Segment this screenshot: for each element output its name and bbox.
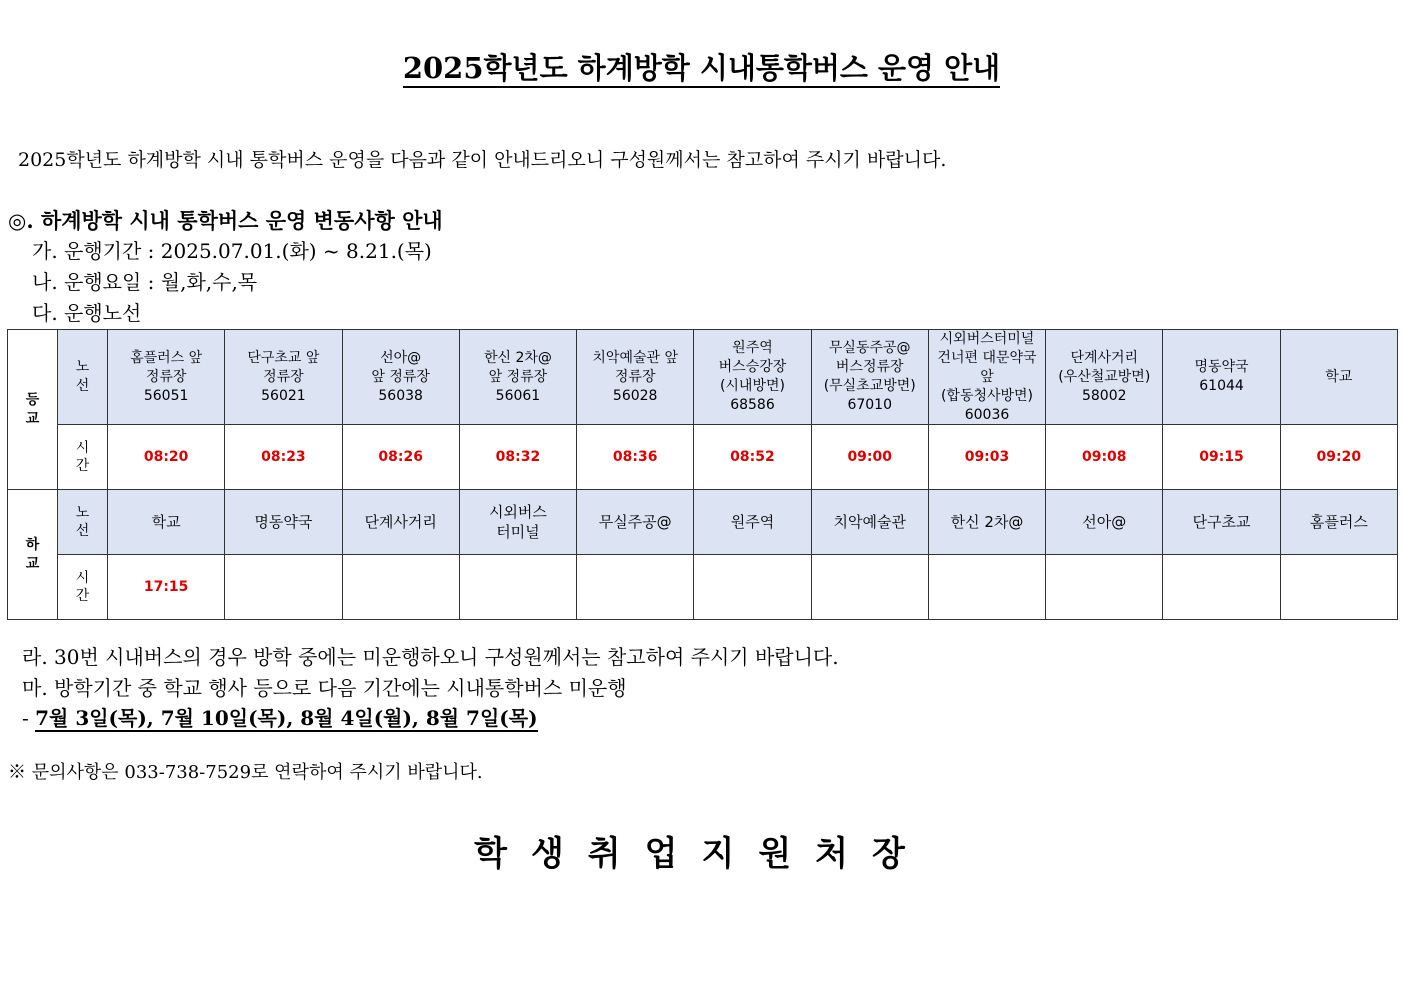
go-time-cell: 08:26: [342, 425, 459, 490]
return-stop-label: 노 선: [58, 490, 108, 555]
go-time-cell: 09:15: [1163, 425, 1280, 490]
go-time-label: 시 간: [58, 425, 108, 490]
go-stop-cell: 시외버스터미널 건너편 대문약국 앞 (합동청사방면) 60036: [928, 330, 1045, 425]
go-stop-cell: 치악예술관 앞 정류장 56028: [577, 330, 694, 425]
return-stop-cell: 치악예술관: [811, 490, 928, 555]
go-stop-cell: 선아@ 앞 정류장 56038: [342, 330, 459, 425]
return-time-cell: [694, 555, 811, 620]
go-time-cell: 08:52: [694, 425, 811, 490]
go-time-cell: 09:03: [928, 425, 1045, 490]
return-time-cell: [1046, 555, 1163, 620]
go-stop-cell: 원주역 버스승강장 (시내방면) 68586: [694, 330, 811, 425]
item-nonop-dates: - 7월 3일(목), 7월 10일(목), 8월 4일(월), 8월 7일(목): [22, 706, 538, 730]
bus-schedule-table: [7, 329, 1398, 620]
return-time-cell: [459, 555, 576, 620]
return-time-cell: [1280, 555, 1397, 620]
return-time-label: 시 간: [58, 555, 108, 620]
return-stop-cell: 선아@: [1046, 490, 1163, 555]
item-nonop: 마. 방학기간 중 학교 행사 등으로 다음 기간에는 시내통학버스 미운행: [22, 676, 627, 700]
item-days: 나. 운행요일 : 월,화,수,목: [32, 270, 258, 294]
return-label: 하 교: [8, 490, 58, 620]
go-time-cell: 08:36: [577, 425, 694, 490]
go-stop-cell: 명동약국 61044: [1163, 330, 1280, 425]
go-stop-cell: 한신 2차@ 앞 정류장 56061: [459, 330, 576, 425]
return-time-cell: [225, 555, 342, 620]
page-title: 2025학년도 하계방학 시내통학버스 운영 안내: [0, 46, 1403, 87]
go-stop-row: [8, 330, 1398, 425]
item-bus30: 라. 30번 시내버스의 경우 방학 중에는 미운행하오니 구성원께서는 참고하여 주시기 바랍니다.: [22, 645, 839, 669]
return-time-cell: 17:15: [108, 555, 225, 620]
return-time-row: [8, 555, 1398, 620]
return-stop-cell: 원주역: [694, 490, 811, 555]
return-time-cell: [342, 555, 459, 620]
go-stop-cell: 단구초교 앞 정류장 56021: [225, 330, 342, 425]
return-time-cell: [928, 555, 1045, 620]
return-stop-cell: 단계사거리: [342, 490, 459, 555]
go-time-row: [8, 425, 1398, 490]
return-stop-cell: 시외버스 터미널: [459, 490, 576, 555]
section-heading: ◎. 하계방학 시내 통학버스 운영 변동사항 안내: [8, 208, 443, 233]
go-stop-cell: 단계사거리 (우산철교방면) 58002: [1046, 330, 1163, 425]
go-time-cell: 09:20: [1280, 425, 1397, 490]
return-stop-cell: 홈플러스: [1280, 490, 1397, 555]
return-stop-cell: 단구초교: [1163, 490, 1280, 555]
return-stop-cell: 한신 2차@: [928, 490, 1045, 555]
go-label: 등 교: [8, 330, 58, 490]
return-stop-cell: 학교: [108, 490, 225, 555]
return-time-cell: [811, 555, 928, 620]
item-route: 다. 운행노선: [32, 301, 142, 325]
go-time-cell: 08:23: [225, 425, 342, 490]
go-time-cell: 09:00: [811, 425, 928, 490]
signature: 학생취업지원처장: [474, 834, 929, 874]
go-stop-cell: 무실동주공@ 버스정류장 (무실초교방면) 67010: [811, 330, 928, 425]
item-period: 가. 운행기간 : 2025.07.01.(화) ~ 8.21.(목): [32, 239, 432, 263]
intro-text: 2025학년도 하계방학 시내 통학버스 운영을 다음과 같이 안내드리오니 구성원께서는 참고하여 주시기 바랍니다.: [18, 149, 947, 171]
go-time-cell: 08:20: [108, 425, 225, 490]
go-stop-cell: 홈플러스 앞 정류장 56051: [108, 330, 225, 425]
go-stop-cell: 학교: [1280, 330, 1397, 425]
return-stop-cell: 명동약국: [225, 490, 342, 555]
return-stop-cell: 무실주공@: [577, 490, 694, 555]
go-time-cell: 08:32: [459, 425, 576, 490]
contact-note: ※ 문의사항은 033-738-7529로 연락하여 주시기 바랍니다.: [8, 762, 483, 783]
return-time-cell: [1163, 555, 1280, 620]
go-time-cell: 09:08: [1046, 425, 1163, 490]
return-time-cell: [577, 555, 694, 620]
go-stop-label: 노 선: [58, 330, 108, 425]
return-stop-row: [8, 490, 1398, 555]
